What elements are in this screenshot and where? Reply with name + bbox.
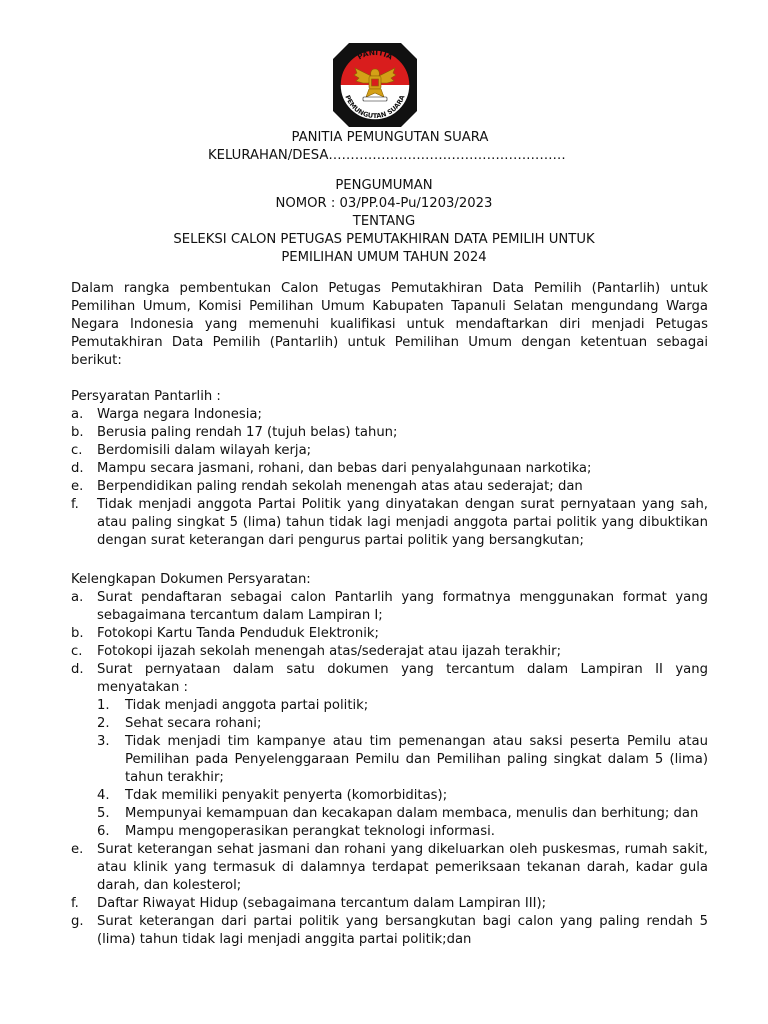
- list-item: [71, 478, 708, 496]
- list-marker: e.: [71, 842, 84, 857]
- list-item: [71, 625, 708, 643]
- list-marker: f.: [71, 896, 79, 911]
- list-item-text: Tidak menjadi anggota partai politik;: [125, 698, 369, 713]
- logo-bottom-text: PEMUNGUTAN SUARA: [343, 93, 407, 121]
- org-line2: KELURAHAN/DESA………………………………………………: [208, 148, 566, 163]
- requirements-list: [71, 406, 708, 550]
- list-item: [97, 805, 708, 823]
- list-item-text-cont: menyatakan :: [97, 680, 188, 695]
- announcement-title: PENGUMUMAN: [335, 178, 433, 193]
- list-item-text: Daftar Riwayat Hidup (sebagaimana tercantum dalam Lampiran III);: [97, 896, 547, 911]
- documents-list: [71, 589, 708, 949]
- logo-top-text: PANITIA: [355, 47, 395, 62]
- list-item: [97, 733, 708, 787]
- list-item-text: Tidak menjadi anggota Partai Politik yang dinyatakan dengan surat pernyataan yang sah, atau paling singkat 5 (lima) tahun tidak lagi menjadi anggota partai politik yang dibuktikan dengan surat keterangan dari pengurus partai politik yang bersangkutan;: [97, 497, 708, 548]
- list-marker: d.: [71, 461, 84, 476]
- list-item: [97, 823, 708, 841]
- list-item-text: Fotokopi Kartu Tanda Penduduk Elektronik;: [97, 626, 379, 641]
- subject-line2: PEMILIHAN UMUM TAHUN 2024: [281, 250, 487, 265]
- subject-line1: SELEKSI CALON PETUGAS PEMUTAKHIRAN DATA PEMILIH UNTUK: [173, 232, 595, 247]
- list-marker: 6.: [97, 824, 110, 839]
- list-marker: 3.: [97, 734, 110, 749]
- list-item-text: Tidak menjadi tim kampanye atau tim pemenangan atau saksi peserta Pemilu atau Pemilihan pada Penyelenggaraan Pemilu dan Pemilihan paling singkat dalam 5 (lima) tahun terakhir;: [125, 734, 708, 785]
- list-item-text: Mampu secara jasmani, rohani, dan bebas dari penyalahgunaan narkotika;: [97, 461, 592, 476]
- list-marker: b.: [71, 626, 84, 641]
- requirements-title: Persyaratan Pantarlih :: [71, 389, 221, 404]
- list-item-text: Warga negara Indonesia;: [97, 407, 262, 422]
- list-item: [71, 643, 708, 661]
- list-marker: e.: [71, 479, 84, 494]
- list-marker: 2.: [97, 716, 110, 731]
- list-marker: 5.: [97, 806, 110, 821]
- list-item: [71, 589, 708, 625]
- list-item: [97, 787, 708, 805]
- list-item: [71, 841, 708, 895]
- list-item-text: Fotokopi ijazah sekolah menengah atas/sederajat atau ijazah terakhir;: [97, 644, 562, 659]
- intro-paragraph: [71, 280, 708, 370]
- list-marker: a.: [71, 407, 84, 422]
- list-item-text: Surat pendaftaran sebagai calon Pantarlih yang formatnya menggunakan format yang sebagaimana tercantum dalam Lampiran I;: [97, 590, 708, 623]
- list-item-text: Sehat secara rohani;: [125, 716, 262, 731]
- list-marker: d.: [71, 662, 84, 677]
- list-item: [71, 895, 708, 913]
- list-item: [71, 460, 708, 478]
- announcement-about: TENTANG: [352, 214, 416, 229]
- list-item-text: Surat pernyataan dalam satu dokumen yang tercantum dalam Lampiran II yang: [97, 662, 708, 677]
- list-item-text: Surat keterangan sehat jasmani dan rohani yang dikeluarkan oleh puskesmas, rumah sakit, atau klinik yang termasuk di dalamnya terdapat pemeriksaan tekanan darah, kadar gula darah, dan kolesterol;: [97, 842, 708, 893]
- list-item-text: Berdomisili dalam wilayah kerja;: [97, 443, 312, 458]
- list-marker: c.: [71, 443, 83, 458]
- list-item-text: Berusia paling rendah 17 (tujuh belas) tahun;: [97, 425, 398, 440]
- documents-title: Kelengkapan Dokumen Persyaratan:: [71, 572, 311, 587]
- list-item: [71, 442, 708, 460]
- requirements-section: [71, 388, 708, 550]
- announcement-number: NOMOR : 03/PP.04-Pu/1203/2023: [275, 196, 493, 211]
- list-marker: c.: [71, 644, 83, 659]
- list-item-text: Berpendidikan paling rendah sekolah menengah atas atau sederajat; dan: [97, 479, 583, 494]
- list-marker: f.: [71, 497, 79, 512]
- title-block: [0, 177, 768, 267]
- list-item-text: Mampu mengoperasikan perangkat teknologi informasi.: [125, 824, 495, 839]
- list-item: [71, 496, 708, 550]
- list-item-text: Surat keterangan dari partai politik yang bersangkutan bagi calon yang paling rendah 5 (lima) tahun tidak lagi menjadi anggita partai politik;dan: [97, 914, 708, 947]
- list-item: [71, 913, 708, 949]
- list-marker: b.: [71, 425, 84, 440]
- list-item: [71, 424, 708, 442]
- list-item: [97, 697, 708, 715]
- list-item-text: Mempunyai kemampuan dan kecakapan dalam membaca, menulis dan berhitung; dan: [125, 806, 699, 821]
- org-line1: PANITIA PEMUNGUTAN SUARA: [291, 130, 489, 145]
- list-item: [71, 661, 708, 841]
- list-marker: 1.: [97, 698, 110, 713]
- statements-list: [97, 697, 708, 841]
- kpu-garuda-logo: [333, 43, 417, 127]
- list-item-text: Tdak memiliki penyakit penyerta (komorbiditas);: [125, 788, 448, 803]
- list-marker: a.: [71, 590, 84, 605]
- list-item: [71, 406, 708, 424]
- documents-section: [71, 571, 708, 949]
- intro-text: Dalam rangka pembentukan Calon Petugas Pemutakhiran Data Pemilih (Pantarlih) untuk Pemilihan Umum, Komisi Pemilihan Umum Kabupaten Tapanuli Selatan mengundang Warga Negara Indonesia yang memenuhi kualifikasi untuk mendaftarkan diri menjadi Petugas Pemutakhiran Data Pemilih (Pantarlih) untuk Pemilihan Umum dengan ketentuan sebagai berikut:: [71, 281, 708, 368]
- list-marker: 4.: [97, 788, 110, 803]
- list-marker: g.: [71, 914, 84, 929]
- list-item: [97, 715, 708, 733]
